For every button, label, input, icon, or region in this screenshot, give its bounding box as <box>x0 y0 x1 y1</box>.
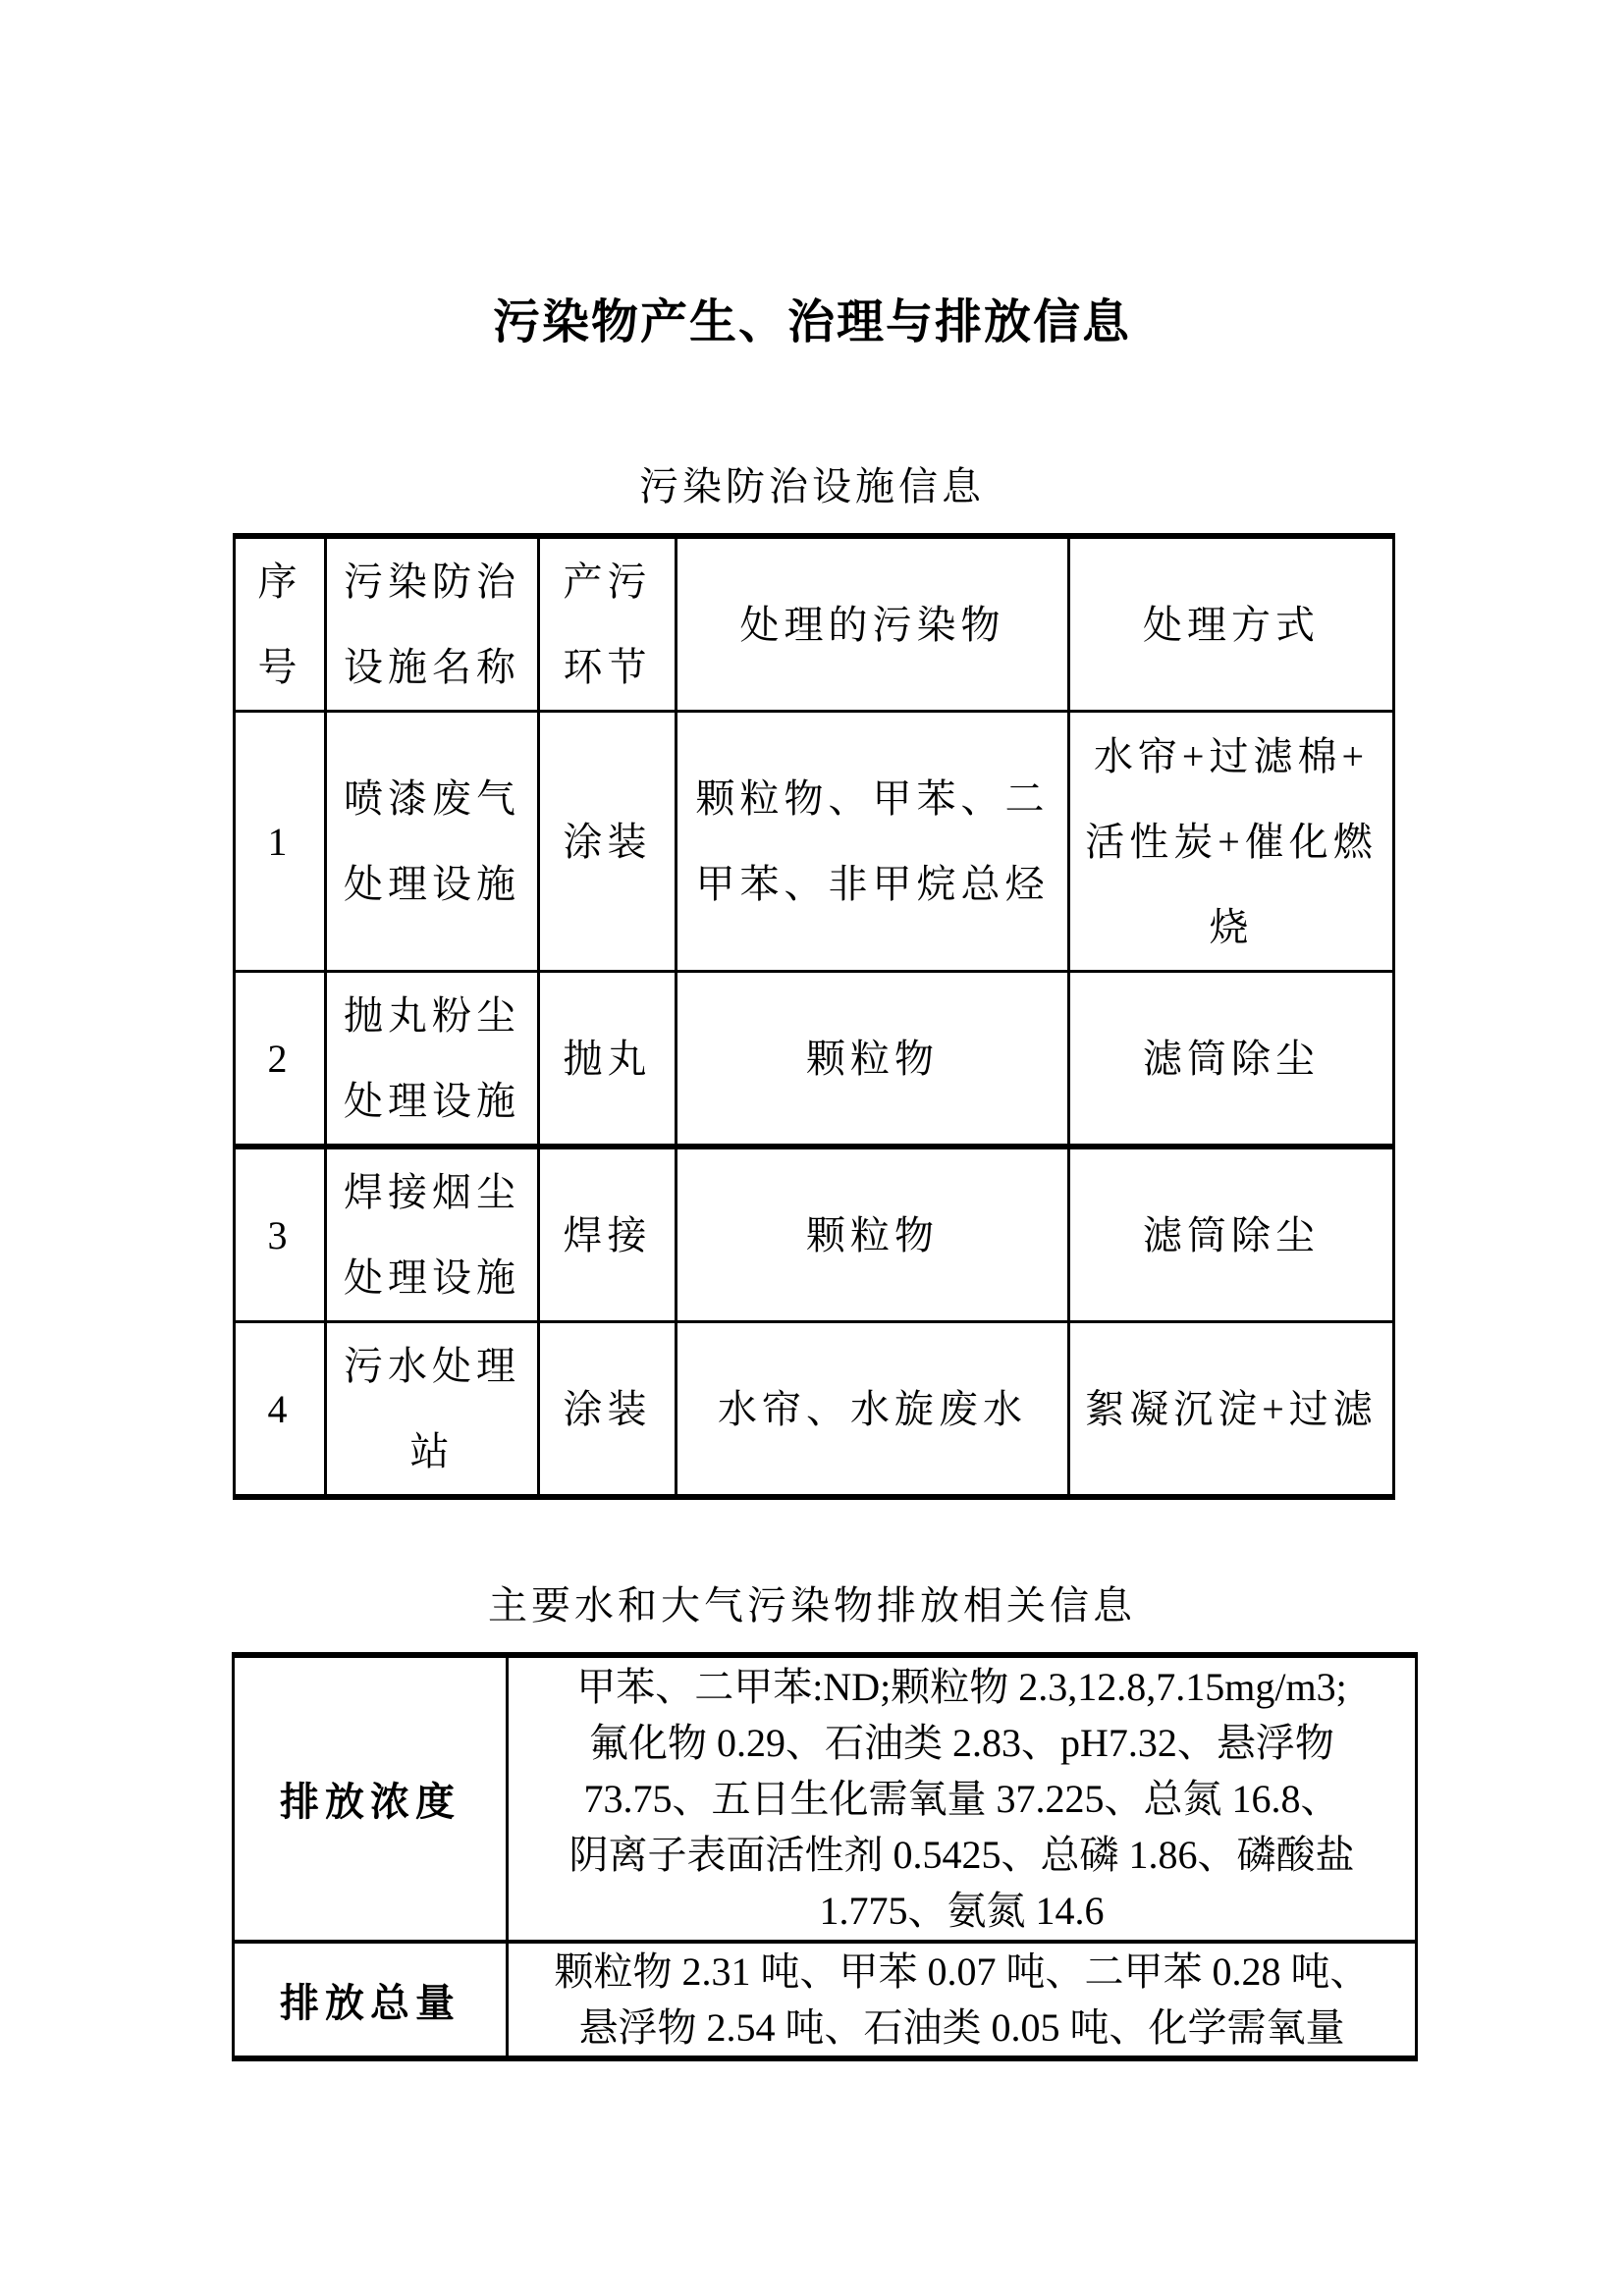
text-line: 处理的污染物 <box>739 602 1005 647</box>
cell-row2-method <box>1069 972 1394 1148</box>
text-line: 1.775、氨氮 14.6 <box>819 1889 1105 1933</box>
cell-row4-facility <box>326 1322 539 1498</box>
cell-row1-pollutants <box>677 712 1069 972</box>
cell-row3-pollutants <box>677 1147 1069 1322</box>
text-line: 抛丸粉尘 <box>344 993 520 1038</box>
text-line: 焊接 <box>563 1212 652 1257</box>
header-cell-stage <box>539 536 677 712</box>
text-line: 氟化物 0.29、石油类 2.83、pH7.32、悬浮物 <box>589 1721 1334 1765</box>
text-line: 阴离子表面活性剂 0.5425、总磷 1.86、磷酸盐 <box>568 1833 1355 1877</box>
cell-row1-stage <box>539 712 677 972</box>
table-row <box>234 1655 1417 1942</box>
facilities-table <box>233 533 1395 1500</box>
emission-total-value <box>508 1942 1417 2058</box>
text-line: 滤筒除尘 <box>1143 1212 1320 1257</box>
cell-row3-stage <box>539 1147 677 1322</box>
cell-row2-facility <box>326 972 539 1148</box>
section-title-facilities: 污染防治设施信息 <box>639 464 985 508</box>
emission-concentration-label: 排放浓度 <box>234 1655 508 1942</box>
section-title-emissions: 主要水和大气污染物排放相关信息 <box>488 1583 1136 1628</box>
table-row <box>235 1322 1394 1498</box>
table-row <box>235 1147 1394 1322</box>
text-line: 序 <box>257 560 302 604</box>
text-line: 3 <box>267 1212 293 1257</box>
text-line: 涂装 <box>563 1386 652 1431</box>
cell-row4-index <box>235 1322 326 1498</box>
emissions-table <box>232 1652 1418 2061</box>
cell-row4-pollutants <box>677 1322 1069 1498</box>
text-line: 颗粒物 <box>806 1212 939 1257</box>
text-line: 颗粒物、甲苯、二 <box>695 776 1050 821</box>
text-line: 水帘、水旋废水 <box>718 1386 1027 1431</box>
facilities-table-header-row <box>235 536 1394 712</box>
page-title: 污染物产生、治理与排放信息 <box>492 296 1131 348</box>
cell-row2-pollutants <box>677 972 1069 1148</box>
table-row <box>235 712 1394 972</box>
text-line: 处理设施 <box>344 862 520 906</box>
text-line: 絮凝沉淀+过滤 <box>1085 1386 1378 1431</box>
table-row <box>234 1942 1417 2058</box>
header-cell-pollutants <box>677 536 1069 712</box>
text-line: 污水处理 <box>344 1344 520 1388</box>
text-line: 悬浮物 2.54 吨、石油类 0.05 吨、化学需氧量 <box>578 2005 1345 2050</box>
text-line: 1 <box>267 819 293 864</box>
cell-row3-facility <box>326 1147 539 1322</box>
cell-row1-facility <box>326 712 539 972</box>
table-row <box>235 972 1394 1148</box>
emission-total-label: 排放总量 <box>234 1942 508 2058</box>
text-line: 甲苯、非甲烷总烃 <box>695 862 1050 906</box>
text-line: 处理设施 <box>344 1255 520 1300</box>
text-line: 4 <box>267 1386 293 1431</box>
text-line: 73.75、五日生化需氧量 37.225、总氮 16.8、 <box>583 1777 1340 1821</box>
cell-row4-stage <box>539 1322 677 1498</box>
cell-row2-index <box>235 972 326 1148</box>
text-line: 烧 <box>1209 904 1254 949</box>
text-line: 产污 <box>563 560 652 604</box>
cell-row1-index <box>235 712 326 972</box>
text-line: 设施名称 <box>344 645 520 689</box>
header-cell-facility <box>326 536 539 712</box>
text-line: 活性炭+催化燃 <box>1085 819 1378 864</box>
text-line: 号 <box>257 645 302 689</box>
header-cell-method <box>1069 536 1394 712</box>
text-line: 焊接烟尘 <box>344 1170 520 1214</box>
text-line: 滤筒除尘 <box>1143 1036 1320 1081</box>
cell-row3-method <box>1069 1147 1394 1322</box>
text-line: 涂装 <box>563 819 652 864</box>
cell-row2-stage <box>539 972 677 1148</box>
text-line: 颗粒物 <box>806 1036 939 1081</box>
text-line: 颗粒物 2.31 吨、甲苯 0.07 吨、二甲苯 0.28 吨、 <box>554 1949 1370 1994</box>
text-line: 环节 <box>563 645 652 689</box>
cell-row4-method <box>1069 1322 1394 1498</box>
emission-concentration-value <box>508 1655 1417 1942</box>
text-line: 水帘+过滤棉+ <box>1093 733 1370 778</box>
text-line: 处理方式 <box>1143 602 1320 647</box>
text-line: 2 <box>267 1036 293 1081</box>
cell-row3-index <box>235 1147 326 1322</box>
text-line: 污染防治 <box>344 560 520 604</box>
text-line: 抛丸 <box>563 1036 652 1081</box>
header-cell-index <box>235 536 326 712</box>
cell-row1-method <box>1069 712 1394 972</box>
text-line: 站 <box>409 1429 455 1473</box>
text-line: 处理设施 <box>344 1079 520 1123</box>
text-line: 喷漆废气 <box>344 776 520 821</box>
text-line: 甲苯、二甲苯:ND;颗粒物 2.3,12.8,7.15mg/m3; <box>576 1665 1347 1709</box>
